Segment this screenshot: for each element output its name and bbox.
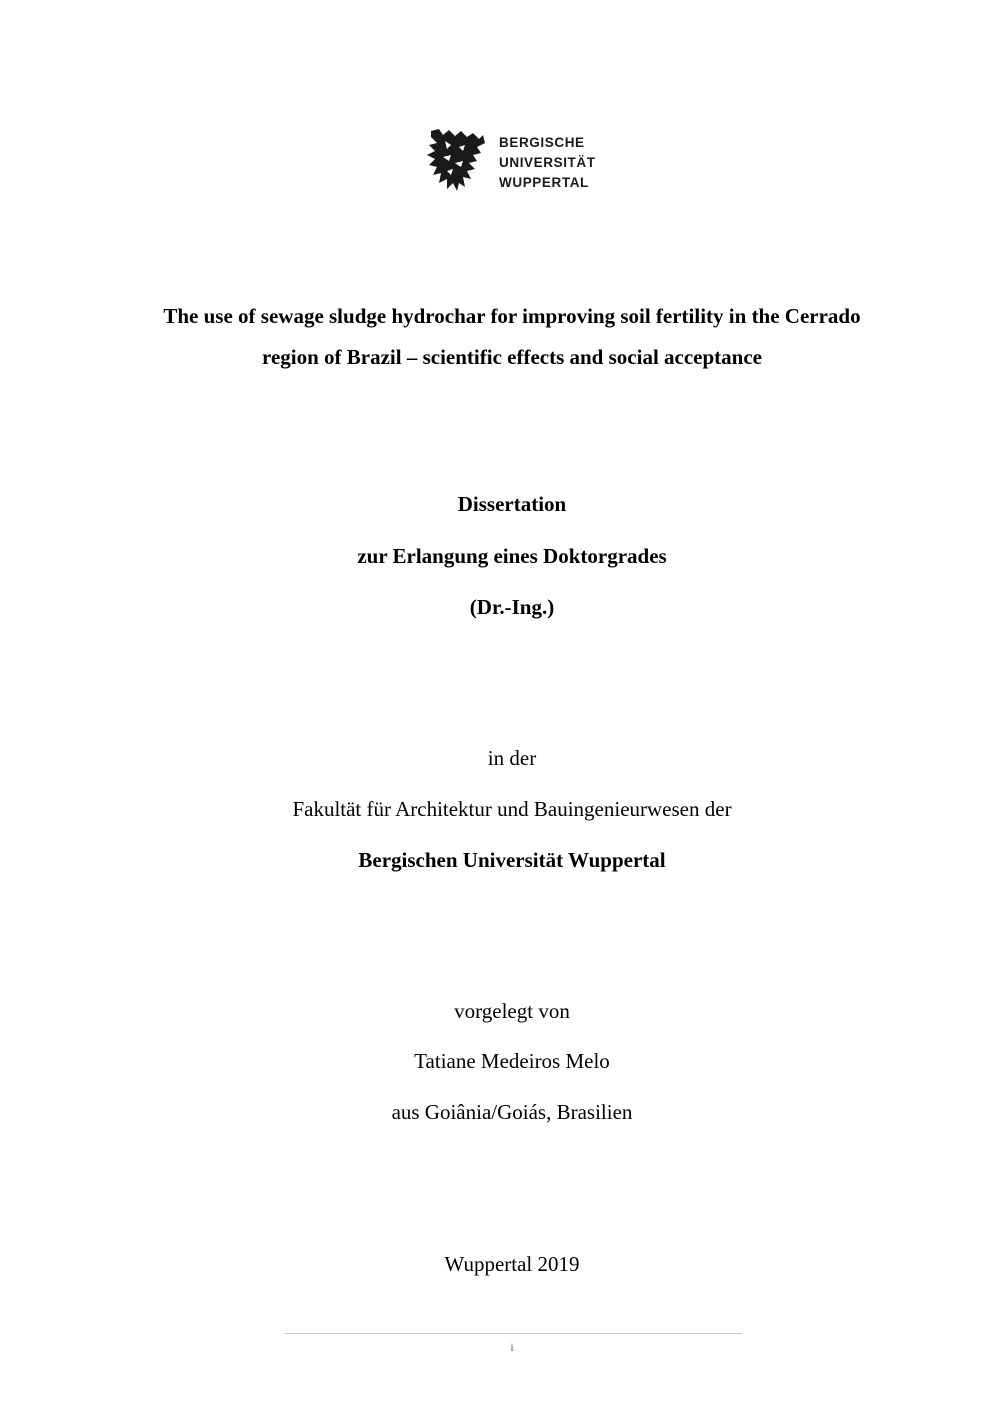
author-name: Tatiane Medeiros Melo bbox=[414, 1049, 610, 1073]
degree-title: (Dr.-Ing.) bbox=[469, 595, 555, 619]
author-prefix: vorgelegt von bbox=[454, 999, 570, 1023]
page-number: i bbox=[510, 1340, 514, 1354]
thesis-title-line-2: region of Brazil – scientific effects and social acceptance bbox=[262, 345, 762, 369]
logo-line-3: WUPPERTAL bbox=[499, 175, 589, 190]
footer-divider bbox=[284, 1333, 742, 1334]
place-and-year: Wuppertal 2019 bbox=[444, 1252, 580, 1276]
university-logo bbox=[425, 127, 615, 197]
wuppertal-lion-icon bbox=[425, 127, 489, 193]
logo-line-1: BERGISCHE bbox=[499, 135, 585, 150]
institution-prefix: in der bbox=[487, 746, 537, 770]
degree-purpose: zur Erlangung eines Doktorgrades bbox=[357, 544, 667, 568]
degree-type: Dissertation bbox=[457, 492, 567, 516]
thesis-title-line-1: The use of sewage sludge hydrochar for improving soil fertility in the Cerrado bbox=[163, 304, 861, 328]
faculty-name: Fakultät für Architektur und Bauingenieurwesen der bbox=[292, 797, 732, 821]
author-origin: aus Goiânia/Goiás, Brasilien bbox=[391, 1100, 633, 1124]
thesis-title bbox=[0, 296, 1000, 378]
university-name: Bergischen Universität Wuppertal bbox=[358, 848, 666, 872]
logo-line-2: UNIVERSITÄT bbox=[499, 155, 596, 170]
logo-wordmark bbox=[499, 133, 596, 193]
